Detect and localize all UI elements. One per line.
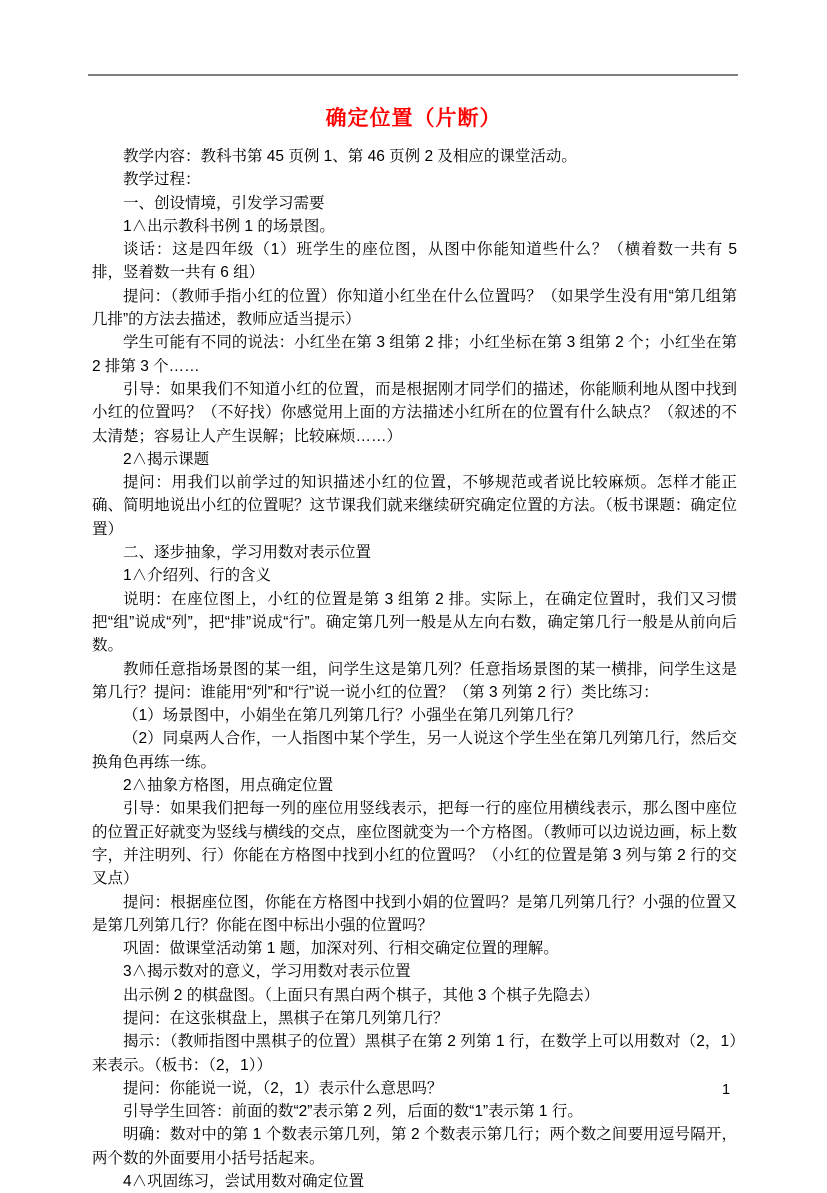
paragraph: 学生可能有不同的说法：小红坐在第 3 组第 2 排；小红坐标在第 3 组第 2 个；小红坐在第 2 排第 3 个…… xyxy=(92,334,737,375)
document-title: 确定位置（片断） xyxy=(325,107,502,130)
paragraph: 提问：（教师手指小红的位置）你知道小红坐在什么位置吗？（如果学生没有用“第几组第几排”的方法去描述，教师应适当提示） xyxy=(92,287,737,329)
paragraph: 提问：用我们以前学过的知识描述小红的位置，不够规范或者说比较麻烦。怎样才能正确、简明地说出小红的位置呢？这节课我们就来继续研究确定位置的方法。（板书课题：确定位置） xyxy=(92,474,737,538)
paragraph: 巩固：做课堂活动第 1 题，加深对列、行相交确定位置的理解。 xyxy=(123,940,559,958)
paragraph: 提问：你能说一说，（2，1）表示什么意思吗？ xyxy=(123,1079,443,1097)
paragraph: 出示例 2 的棋盘图。（上面只有黑白两个棋子，其他 3 个棋子先隐去） xyxy=(123,986,600,1004)
document-body xyxy=(92,145,737,1193)
paragraph: 教学内容：教科书第 45 页例 1、第 46 页例 2 及相应的课堂活动。 xyxy=(123,148,577,165)
paragraph: （1）场景图中，小娟坐在第几列第几行？小强坐在第几列第几行？ xyxy=(123,707,582,725)
paragraph: 提问：根据座位图，你能在方格图中找到小娟的位置吗？是第几列第几行？小强的位置又是第几列第几行？你能在图中标出小强的位置吗？ xyxy=(92,893,737,934)
paragraph: 揭示：（教师指图中黑棋子的位置）黑棋子在第 2 列第 1 行，在数学上可以用数对（2，1）来表示。（板书：（2，1）） xyxy=(92,1033,737,1074)
paragraph: 明确：数对中的第 1 个数表示第几列，第 2 个数表示第几行；两个数之间要用逗号隔开，两个数的外面要用小括号括起来。 xyxy=(92,1126,737,1167)
paragraph: 2∧揭示课题 xyxy=(123,450,210,468)
paragraph: 一、创设情境，引发学习需要 xyxy=(123,194,325,212)
paragraph: 2∧抽象方格图，用点确定位置 xyxy=(123,777,334,795)
paragraph: 教学过程： xyxy=(123,171,201,189)
paragraph: 教师任意指场景图的某一组，问学生这是第几列？任意指场景图的某一横排，问学生这是第几行？提问：谁能用“列”和“行”说一说小红的位置？（第 3 列第 2 行）类比练习： xyxy=(92,660,737,701)
paragraph: 3∧揭示数对的意义，学习用数对表示位置 xyxy=(123,963,411,981)
paragraph: 说明：在座位图上，小红的位置是第 3 组第 2 排。实际上，在确定位置时，我们又习惯把“组”说成“列”，把“排”说成“行”。确定第几列一般是从左向右数，确定第几行一般是从前向后数。 xyxy=(92,590,737,655)
paragraph: （2）同桌两人合作，一人指图中某个学生，另一人说这个学生坐在第几列第几行，然后交换角色再练一练。 xyxy=(92,730,737,771)
paragraph: 谈话：这是四年级（1）班学生的座位图，从图中你能知道些什么？（横着数一共有 5 排，竖着数一共有 6 组） xyxy=(92,241,737,282)
paragraph: 引导学生回答：前面的数“2”表示第 2 列，后面的数“1”表示第 1 行。 xyxy=(123,1103,583,1121)
paragraph: 引导：如果我们把每一列的座位用竖线表示，把每一行的座位用横线表示，那么图中座位的位置正好就变为竖线与横线的交点，座位图就变为一个方格图。（教师可以边说边画，标上数字，并注明列、行）你能在方格图中找到小红的位置吗？（小红的位置是第 3 列与第 2 行的交叉点） xyxy=(92,800,737,888)
paragraph: 1∧出示教科书例 1 的场景图。 xyxy=(123,217,335,235)
paragraph: 1∧介绍列、行的含义 xyxy=(123,567,272,585)
paragraph: 二、逐步抽象，学习用数对表示位置 xyxy=(123,544,372,562)
paragraph: 4∧巩固练习，尝试用数对确定位置 xyxy=(123,1173,365,1191)
page-number: 1 xyxy=(721,1082,731,1098)
header-rule-divider xyxy=(88,74,738,76)
paragraph: 提问：在这张棋盘上，黑棋子在第几列第几行？ xyxy=(123,1009,449,1027)
paragraph: 引导：如果我们不知道小红的位置，而是根据刚才同学们的描述，你能顺利地从图中找到小红的位置吗？（不好找）你感觉用上面的方法描述小红所在的位置有什么缺点？（叙述的不太清楚；容易让人产生误解；比较麻烦……） xyxy=(92,380,737,445)
